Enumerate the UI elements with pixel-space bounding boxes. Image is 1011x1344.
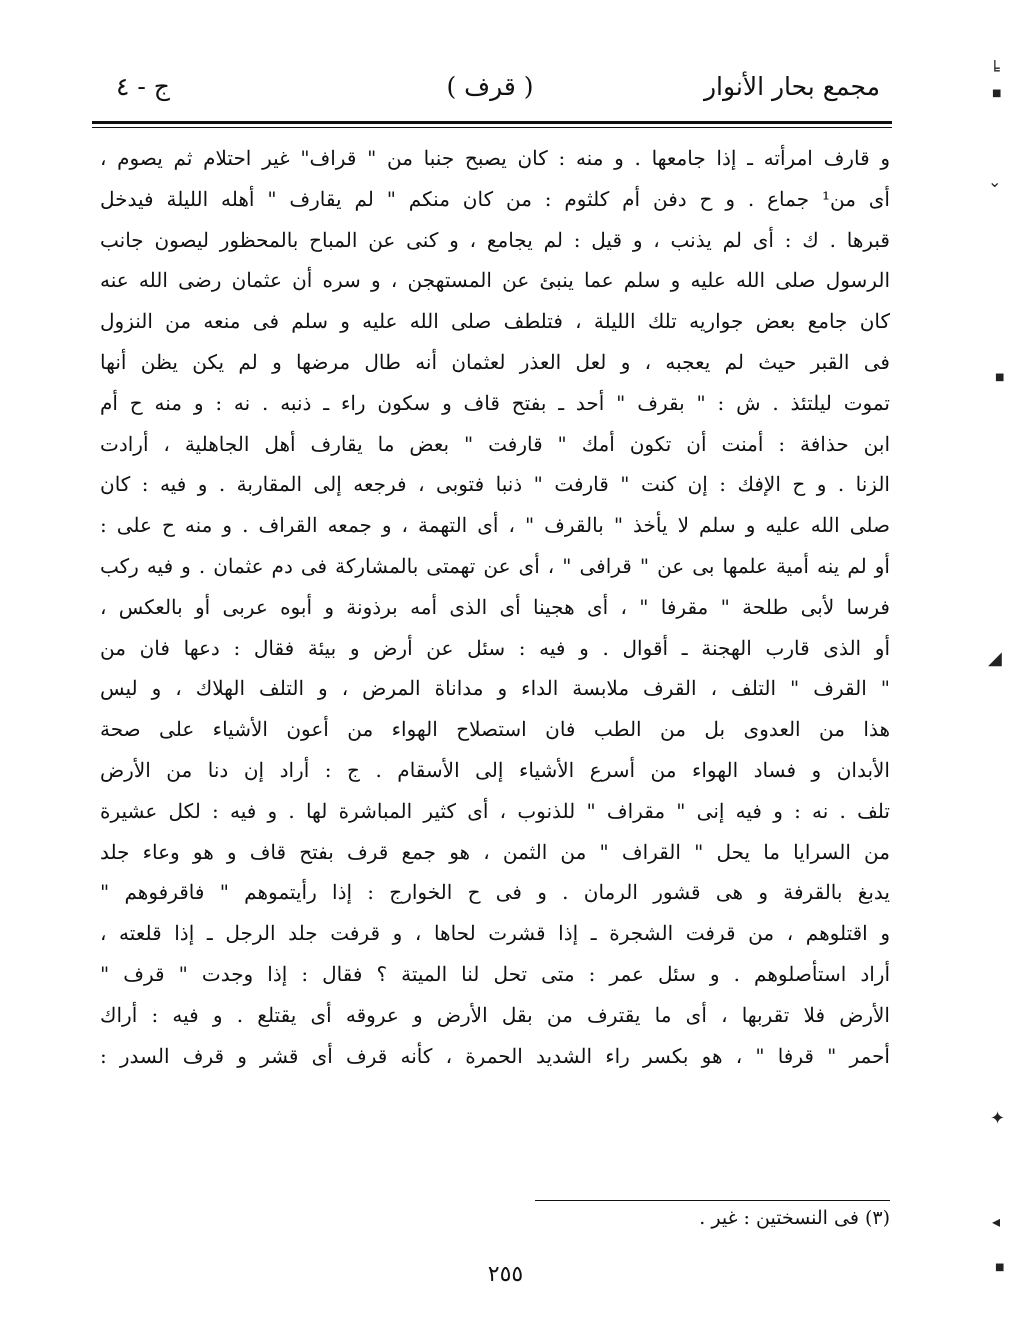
text-line: صلى الله عليه و سلم لا يأخذ " بالقرف " ، أى التهمة ، و جمعه القراف . و منه ح على : bbox=[100, 513, 890, 538]
header-rule-thick bbox=[92, 121, 892, 124]
text-line: أى من¹ جماع . و ح دفن أم كلثوم : من كان منكم " لم يقارف " أهله الليلة فيدخل bbox=[100, 186, 890, 211]
text-line: كان جامع بعض جواريه تلك الليلة ، فتلطف صلى الله عليه و سلم فى منعه من النزول bbox=[100, 309, 890, 334]
text-line: هذا من العدوى بل من الطب فان استصلاح الهواء من أعون الأشياء على صحة bbox=[100, 717, 890, 742]
entry-root-heading: ( قرف ) bbox=[446, 72, 534, 101]
text-line: الرسول صلى الله عليه و سلم عما ينبئ عن المستهجن ، و سره أن عثمان رضى الله عنه bbox=[100, 268, 890, 293]
margin-mark: ╘ bbox=[990, 60, 1000, 79]
margin-mark: ◢ bbox=[988, 648, 1002, 669]
text-line: تلف . نه : و فيه إنى " مقراف " للذنوب ، أى كثير المباشرة لها . و فيه : لكل عشيرة bbox=[100, 798, 890, 823]
text-line: و اقتلوهم ، من قرفت الشجرة ـ إذا قشرت لحاها ، و قرفت جلد الرجل ـ إذا قلعته ، bbox=[100, 921, 890, 946]
text-line: ابن حذافة : أمنت أن تكون أمك " قارفت " بعض ما يقارف أهل الجاهلية ، أرادت bbox=[100, 431, 890, 456]
text-line: " القرف " التلف ، القرف ملابسة الداء و مداناة المرض ، و التلف الهلاك ، و ليس bbox=[100, 676, 890, 701]
text-line: فى القبر حيث لم يعجبه ، و لعل العذر لعثمان أنه طال مرضها و لم يكن يظن أنها bbox=[100, 349, 890, 374]
margin-mark: ⌄ bbox=[988, 172, 1002, 191]
text-line: قبرها . ك : أى لم يذنب ، و قيل : لم يجامع ، و كنى عن المباح بالمحظور ليصون جانب bbox=[100, 227, 890, 252]
margin-dot: ■ bbox=[995, 372, 1005, 383]
header-rule-thin bbox=[92, 127, 892, 128]
footnote: (٣) فى النسختين : غير . bbox=[699, 1207, 890, 1229]
margin-mark: ✦ bbox=[990, 1108, 1006, 1129]
text-line: أو لم ينه أمية علمها بى عن " قرافى " ، أى عن تهمتى بالمشاركة فى دم عثمان . و فيه ركب bbox=[100, 553, 890, 578]
text-line: أو الذى قارب الهجنة ـ أقوال . و فيه : سئل عن أرض و بيئة فقال : دعها فان من bbox=[100, 635, 890, 660]
margin-dot: ■ bbox=[992, 88, 1002, 99]
footnote-rule bbox=[535, 1200, 890, 1201]
book-title: مجمع بحار الأنوار bbox=[703, 72, 880, 101]
text-line: تموت ليلتئذ . ش : " بقرف " أحد ـ بفتح قاف و سكون راء ـ ذنبه . نه : و منه ح أم bbox=[100, 390, 890, 415]
margin-dot: ■ bbox=[995, 1262, 1005, 1273]
text-line: الزنا . و ح الإفك : إن كنت " قارفت " ذنبا فتوبى ، فرجعه إلى المقاربة . و فيه : كان bbox=[100, 472, 890, 497]
running-header bbox=[100, 72, 880, 116]
text-line: الأرض فلا تقربها ، أى ما يقترف من بقل الأرض و عروقه أى يقتلع . و فيه : أراك bbox=[100, 1002, 890, 1027]
body-text bbox=[100, 138, 890, 1076]
text-line: أحمر " قرفا " ، هو بكسر راء الشديد الحمرة ، كأنه قرف أى قشر و قرف السدر : bbox=[100, 1043, 890, 1068]
margin-mark: ◂ bbox=[992, 1212, 1001, 1231]
text-line: من السرايا ما يحل " القراف " من الثمن ، هو جمع قرف بفتح قاف و هو وعاء جلد bbox=[100, 839, 890, 864]
text-line: و قارف امرأته ـ إذا جامعها . و منه : كان يصبح جنبا من " قراف" غير احتلام ثم يصوم ، bbox=[100, 146, 890, 170]
text-line: فرسا لأبى طلحة " مقرفا " ، أى هجينا أى الذى أمه برذونة و أبوه عربى أو بالعكس ، bbox=[100, 594, 890, 619]
volume-number: ج - ٤ bbox=[116, 72, 170, 101]
text-line: يدبغ بالقرفة و هى قشور الرمان . و فى ح الخوارج : إذا رأيتموهم " فاقرفوهم " bbox=[100, 880, 890, 905]
text-line: أراد استأصلوهم . و سئل عمر : متى تحل لنا الميتة ؟ فقال : إذا وجدت " قرف " bbox=[100, 961, 890, 986]
text-line: الأبدان و فساد الهواء من أسرع الأشياء إلى الأسقام . ج : أراد إن دنا من الأرض bbox=[100, 757, 890, 782]
page-number: ٢٥٥ bbox=[487, 1262, 524, 1287]
